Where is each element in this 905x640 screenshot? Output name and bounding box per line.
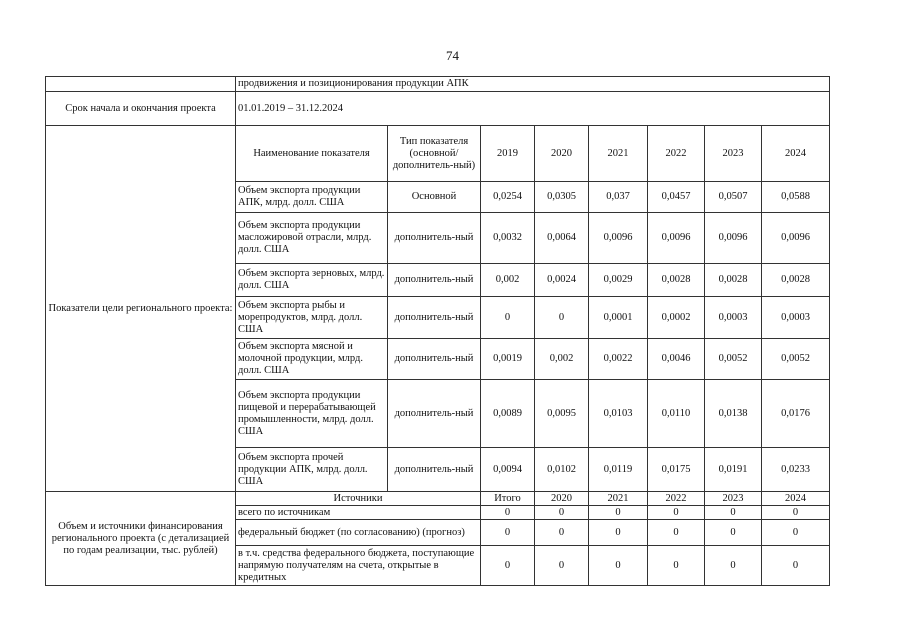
header-financing-col: 2022 (648, 492, 705, 506)
indicator-value: 0,037 (589, 182, 648, 213)
financing-value: 0 (705, 546, 762, 586)
financing-value: 0 (535, 506, 589, 520)
financing-value: 0 (648, 520, 705, 546)
page-number: 74 (446, 48, 459, 63)
financing-value: 0 (589, 506, 648, 520)
header-sources: Источники (236, 492, 481, 506)
indicator-value: 0 (535, 297, 589, 339)
indicator-name: Объем экспорта зерновых, млрд. долл. США (236, 264, 388, 297)
indicator-value: 0 (481, 297, 535, 339)
continuation-row (46, 77, 830, 92)
indicator-value: 0,0002 (648, 297, 705, 339)
indicator-name: Объем экспорта мясной и молочной продукции, млрд. долл. США (236, 339, 388, 380)
indicator-value: 0,0024 (535, 264, 589, 297)
indicator-value: 0,0003 (762, 297, 830, 339)
financing-source: в т.ч. средства федерального бюджета, поступающие напрямую получателям на счета, открытые в кредитных (236, 546, 481, 586)
indicators-section-label: Показатели цели регионального проекта: (46, 126, 236, 492)
header-year: 2021 (589, 126, 648, 182)
header-financing-col: 2020 (535, 492, 589, 506)
header-year: 2019 (481, 126, 535, 182)
header-indicator-name: Наименование показателя (236, 126, 388, 182)
project-passport-table (45, 76, 830, 586)
financing-value: 0 (589, 520, 648, 546)
indicator-value: 0,0064 (535, 213, 589, 264)
header-financing-col: 2023 (705, 492, 762, 506)
indicator-name: Объем экспорта продукции пищевой и перерабатывающей промышленности, млрд. долл. США (236, 380, 388, 448)
header-year: 2023 (705, 126, 762, 182)
financing-header-row (46, 492, 830, 506)
indicator-value: 0,0119 (589, 448, 648, 492)
financing-source: всего по источникам (236, 506, 481, 520)
indicator-value: 0,0254 (481, 182, 535, 213)
indicator-value: 0,0046 (648, 339, 705, 380)
header-financing-col: Итого (481, 492, 535, 506)
indicator-value: 0,0103 (589, 380, 648, 448)
financing-value: 0 (535, 546, 589, 586)
indicator-type: Основной (388, 182, 481, 213)
indicator-value: 0,0032 (481, 213, 535, 264)
timeline-row (46, 92, 830, 126)
financing-source: федеральный бюджет (по согласованию) (прогноз) (236, 520, 481, 546)
timeline-value: 01.01.2019 – 31.12.2024 (236, 92, 830, 126)
indicator-name: Объем экспорта продукции масложировой отрасли, млрд. долл. США (236, 213, 388, 264)
indicator-value: 0,0029 (589, 264, 648, 297)
financing-value: 0 (762, 520, 830, 546)
continuation-label-cell (46, 77, 236, 92)
indicator-value: 0,0095 (535, 380, 589, 448)
header-year: 2020 (535, 126, 589, 182)
header-financing-col: 2021 (589, 492, 648, 506)
indicator-value: 0,002 (481, 264, 535, 297)
indicator-value: 0,0588 (762, 182, 830, 213)
indicator-value: 0,0052 (762, 339, 830, 380)
indicator-type: дополнитель-ный (388, 339, 481, 380)
financing-value: 0 (481, 506, 535, 520)
financing-value: 0 (705, 520, 762, 546)
indicator-value: 0,0089 (481, 380, 535, 448)
indicator-value: 0,0001 (589, 297, 648, 339)
indicator-value: 0,0094 (481, 448, 535, 492)
financing-value: 0 (481, 546, 535, 586)
indicator-value: 0,0096 (705, 213, 762, 264)
indicator-type: дополнитель-ный (388, 264, 481, 297)
indicator-type: дополнитель-ный (388, 213, 481, 264)
timeline-label: Срок начала и окончания проекта (46, 92, 236, 126)
indicator-value: 0,0457 (648, 182, 705, 213)
indicator-value: 0,0507 (705, 182, 762, 213)
financing-value: 0 (535, 520, 589, 546)
indicator-value: 0,0052 (705, 339, 762, 380)
financing-section-label: Объем и источники финансирования регионального проекта (с детализацией по годам реализации, тыс. рублей) (46, 492, 236, 586)
header-year: 2022 (648, 126, 705, 182)
indicator-value: 0,0138 (705, 380, 762, 448)
indicator-value: 0,0022 (589, 339, 648, 380)
indicator-value: 0,0191 (705, 448, 762, 492)
indicator-type: дополнитель-ный (388, 297, 481, 339)
header-year: 2024 (762, 126, 830, 182)
financing-value: 0 (589, 546, 648, 586)
indicator-value: 0,0028 (648, 264, 705, 297)
indicator-value: 0,0096 (762, 213, 830, 264)
indicator-value: 0,0003 (705, 297, 762, 339)
indicator-value: 0,0028 (762, 264, 830, 297)
indicator-value: 0,0019 (481, 339, 535, 380)
indicator-type: дополнитель-ный (388, 448, 481, 492)
indicators-header-row (46, 126, 830, 182)
financing-value: 0 (762, 546, 830, 586)
header-financing-col: 2024 (762, 492, 830, 506)
financing-value: 0 (481, 520, 535, 546)
indicator-name: Объем экспорта прочей продукции АПК, млрд. долл. США (236, 448, 388, 492)
continuation-text: продвижения и позиционирования продукции АПК (236, 77, 830, 92)
financing-value: 0 (705, 506, 762, 520)
header-indicator-type: Тип показателя (основной/ дополнитель-ный) (388, 126, 481, 182)
indicator-value: 0,0233 (762, 448, 830, 492)
indicator-value: 0,0175 (648, 448, 705, 492)
financing-value: 0 (648, 546, 705, 586)
financing-value: 0 (762, 506, 830, 520)
indicator-value: 0,0096 (589, 213, 648, 264)
indicator-value: 0,002 (535, 339, 589, 380)
indicator-value: 0,0096 (648, 213, 705, 264)
indicator-value: 0,0305 (535, 182, 589, 213)
indicator-value: 0,0176 (762, 380, 830, 448)
indicator-name: Объем экспорта рыбы и морепродуктов, млрд. долл. США (236, 297, 388, 339)
indicator-value: 0,0110 (648, 380, 705, 448)
indicator-value: 0,0028 (705, 264, 762, 297)
indicator-value: 0,0102 (535, 448, 589, 492)
indicator-name: Объем экспорта продукции АПК, млрд. долл. США (236, 182, 388, 213)
financing-value: 0 (648, 506, 705, 520)
indicator-type: дополнитель-ный (388, 380, 481, 448)
